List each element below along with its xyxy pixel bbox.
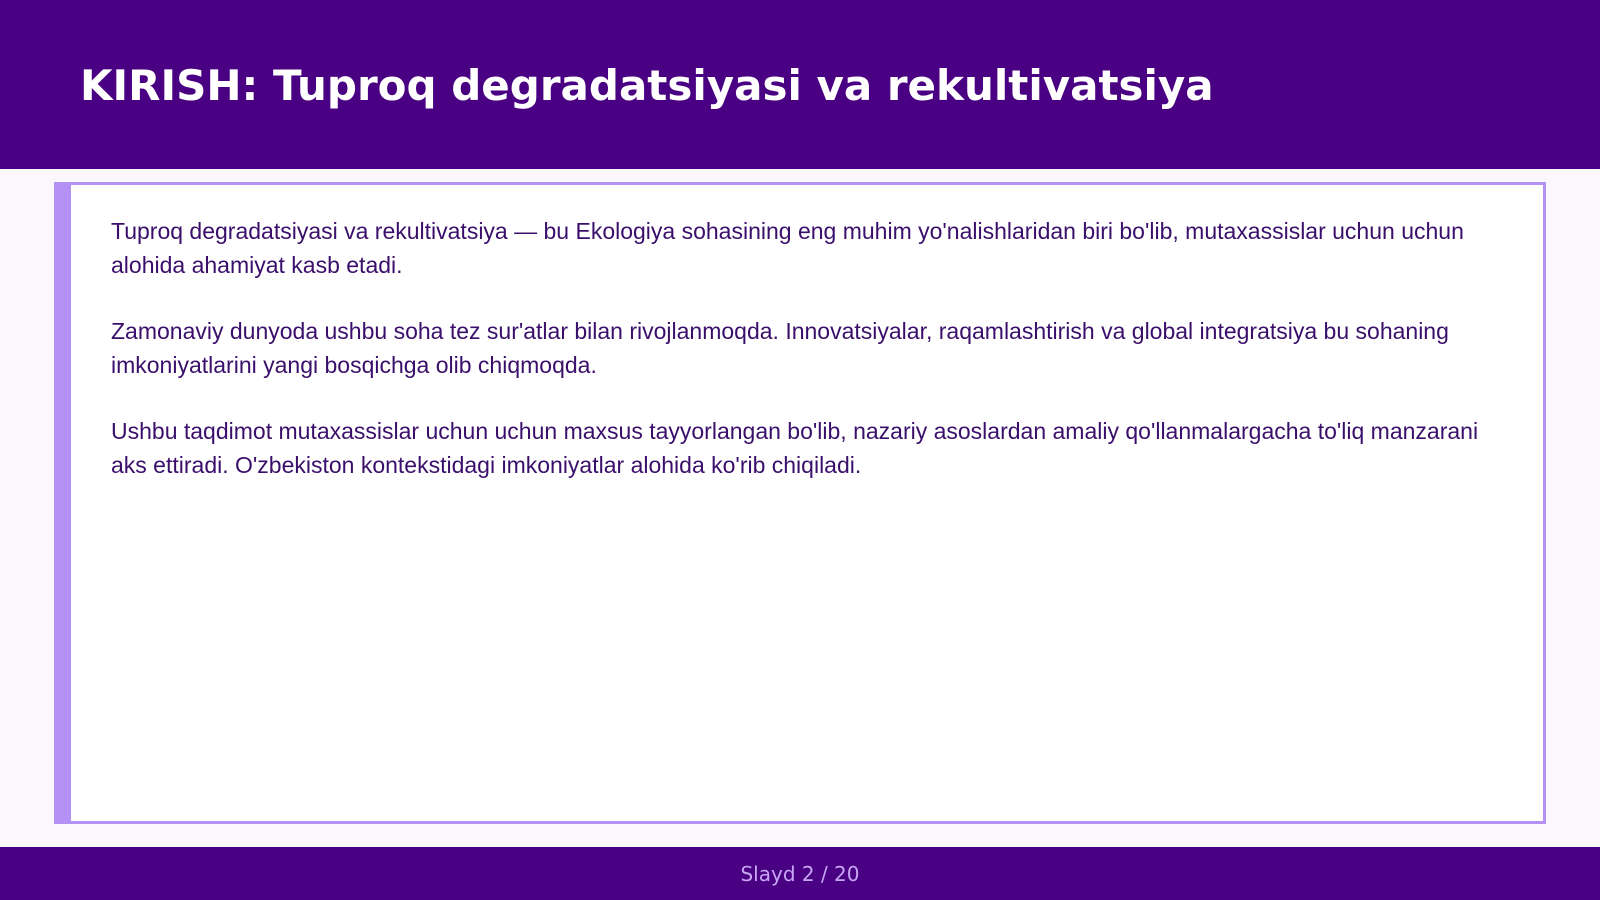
slide-header (0, 0, 1600, 169)
slide-counter: Slayd 2 / 20 (740, 861, 860, 886)
slide-footer (0, 847, 1600, 900)
paragraph-intro: Tuproq degradatsiyasi va rekultivatsiya — bu Ekologiya sohasining eng muhim yo'nalishlaridan biri bo'lib, mutaxassislar uchun uchun alohida ahamiyat kasb etadi. (111, 218, 1464, 278)
content-panel (54, 182, 1546, 824)
paragraph-modern-world: Zamonaviy dunyoda ushbu soha tez sur'atlar bilan rivojlanmoqda. Innovatsiyalar, raqamlashtirish va global integratsiya bu sohaning imkoniyatlarini yangi bosqichga olib chiqmoqda. (111, 318, 1449, 378)
paragraph-presentation-scope: Ushbu taqdimot mutaxassislar uchun uchun maxsus tayyorlangan bo'lib, nazariy asoslardan amaliy qo'llanmalargacha to'liq manzarani aks ettiradi. O'zbekiston kontekstidagi imkoniyatlar alohida ko'rib chiqiladi. (111, 418, 1479, 478)
slide-title: KIRISH: Tuproq degradatsiyasi va rekultivatsiya (80, 61, 1214, 110)
